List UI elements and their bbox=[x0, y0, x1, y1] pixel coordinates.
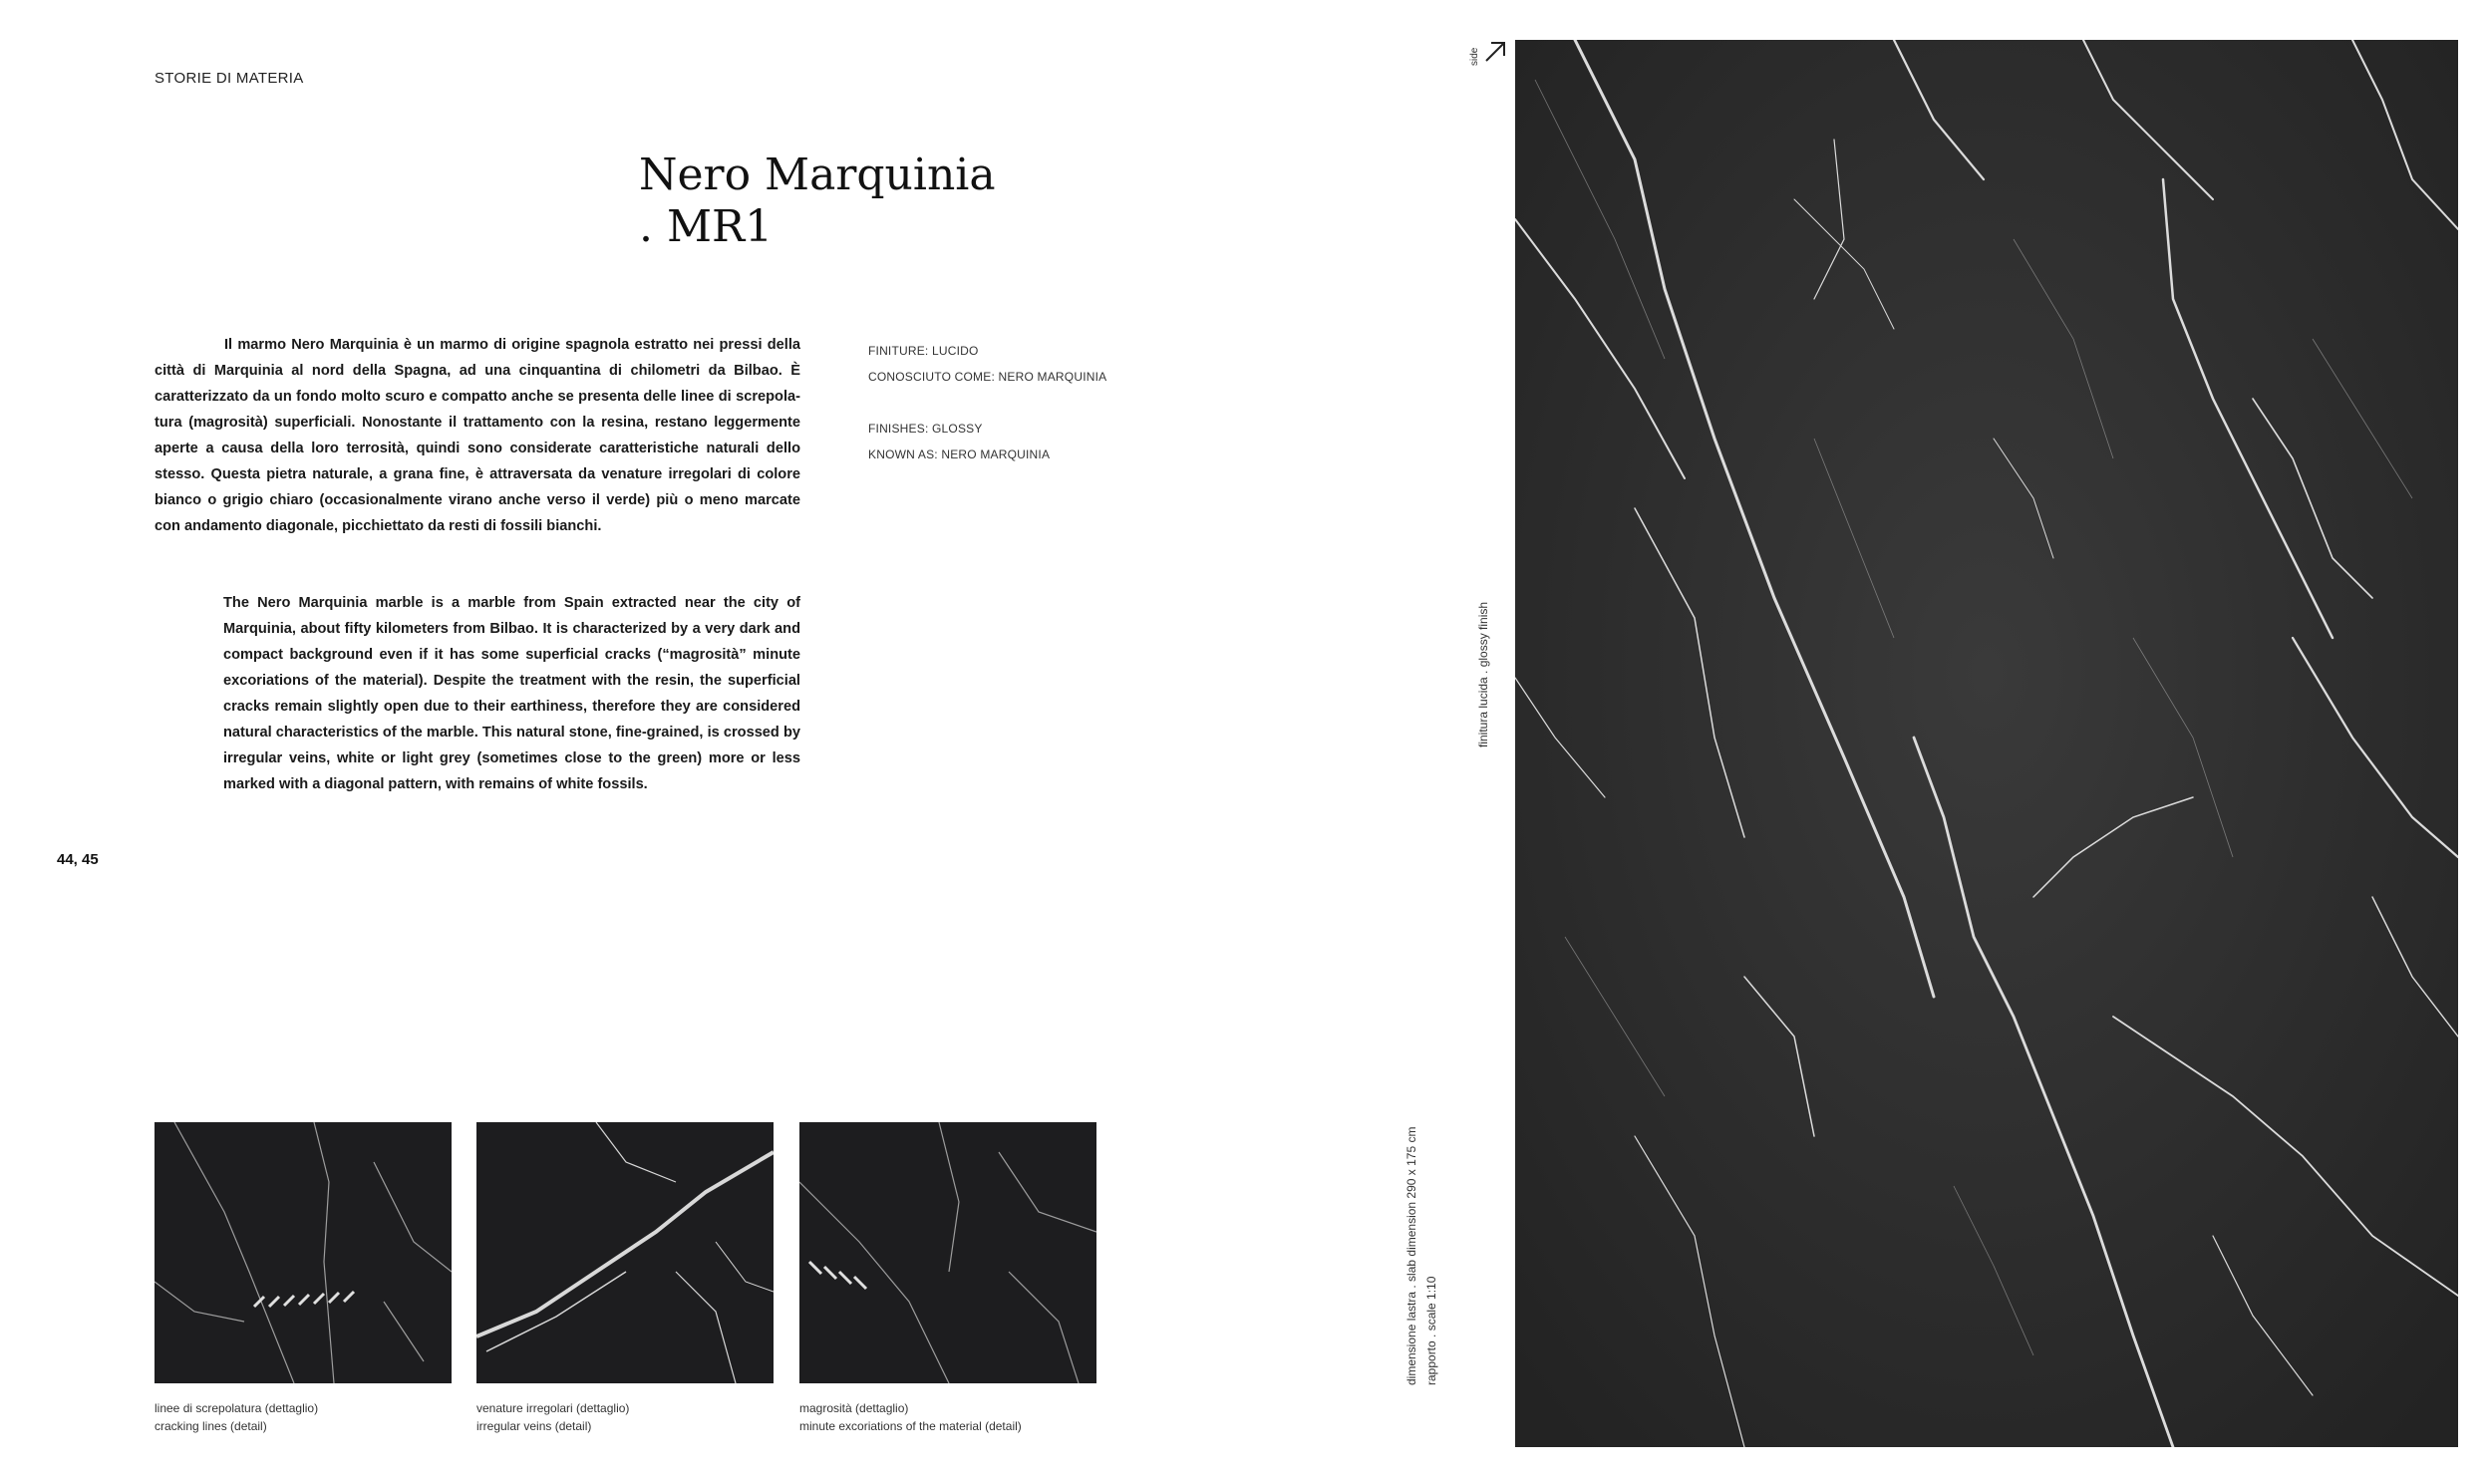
page-numbers: 44, 45 bbox=[57, 851, 99, 868]
detail-caption-2 bbox=[476, 1399, 629, 1435]
detail-caption-1-en: cracking lines (detail) bbox=[155, 1419, 267, 1433]
side-label: side bbox=[1469, 47, 1480, 66]
page-title bbox=[639, 149, 996, 253]
spec-known-en: KNOWN AS: NERO MARQUINIA bbox=[868, 447, 1051, 461]
spec-finish-it: FINITURE: LUCIDO bbox=[868, 344, 979, 358]
description-english bbox=[223, 590, 800, 797]
section-header: STORIE DI MATERIA bbox=[155, 70, 304, 87]
description-italian bbox=[155, 332, 800, 539]
detail-caption-3-it: magrosità (dettaglio) bbox=[799, 1401, 909, 1415]
scale-label: rapporto . scale 1:10 bbox=[1424, 1276, 1438, 1385]
detail-image-cracking-lines bbox=[155, 1122, 452, 1383]
detail-caption-2-en: irregular veins (detail) bbox=[476, 1419, 592, 1433]
detail-image-irregular-veins bbox=[476, 1122, 774, 1383]
title-line-1: Nero Marquinia bbox=[639, 149, 996, 200]
detail-caption-1-it: linee di screpolatura (dettaglio) bbox=[155, 1401, 319, 1415]
material-specs bbox=[868, 338, 1106, 467]
spec-known-it: CONOSCIUTO COME: NERO MARQUINIA bbox=[868, 370, 1107, 384]
detail-caption-2-it: venature irregolari (dettaglio) bbox=[476, 1401, 630, 1415]
detail-caption-3-en: minute excoriations of the material (detail) bbox=[799, 1419, 1022, 1433]
dimension-label: dimensione lastra . slab dimension 290 x 175 cm bbox=[1404, 1126, 1418, 1385]
marble-slab-image bbox=[1515, 40, 2458, 1447]
detail-caption-3 bbox=[799, 1399, 1022, 1435]
detail-caption-1 bbox=[155, 1399, 318, 1435]
description-italian-text: Il marmo Nero Marquinia è un marmo di origine spagnola estratto nei pressi della città di Marquinia al nord della Spagna, ad una cinquantina di chilometri da Bilbao. È caratterizzato da un fondo molto scuro e compatto anche se presenta delle linee di screpolatura (magrosità) superficiali. Nonostante il trattamento con la resina, restano leggermente aperte a causa della loro terrosità, quindi sono considerate caratteristiche naturali dello stesso. Questa pietra naturale, a grana fine, è attraversata da venature irregolari di colore bianco o grigio chiaro (occasionalmente virano anche verso il verde) più o meno marcate con andamento diagonale, picchiettato da resti di fossili bianchi. bbox=[155, 337, 800, 534]
detail-image-excoriations bbox=[799, 1122, 1096, 1383]
arrow-up-right-icon bbox=[1483, 40, 1507, 64]
description-english-text: The Nero Marquinia marble is a marble from Spain extracted near the city of Marquinia, about fifty kilometers from Bilbao. It is characterized by a very dark and compact background even if it has some superficial cracks (“magrosità” minute excoriations of the material). Despite the treatment with the resin, the superficial cracks remain slightly open due to their earthiness, therefore they are considered natural characteristics of the marble. This natural stone, fine-grained, is crossed by irregular veins, white or light grey (sometimes close to the green) more or less marked with a diagonal pattern, with remains of white fossils. bbox=[223, 595, 800, 792]
spec-finish-en: FINISHES: GLOSSY bbox=[868, 422, 983, 436]
title-line-2: . MR1 bbox=[639, 201, 774, 252]
finish-label: finitura lucida . glossy finish bbox=[1476, 601, 1490, 747]
